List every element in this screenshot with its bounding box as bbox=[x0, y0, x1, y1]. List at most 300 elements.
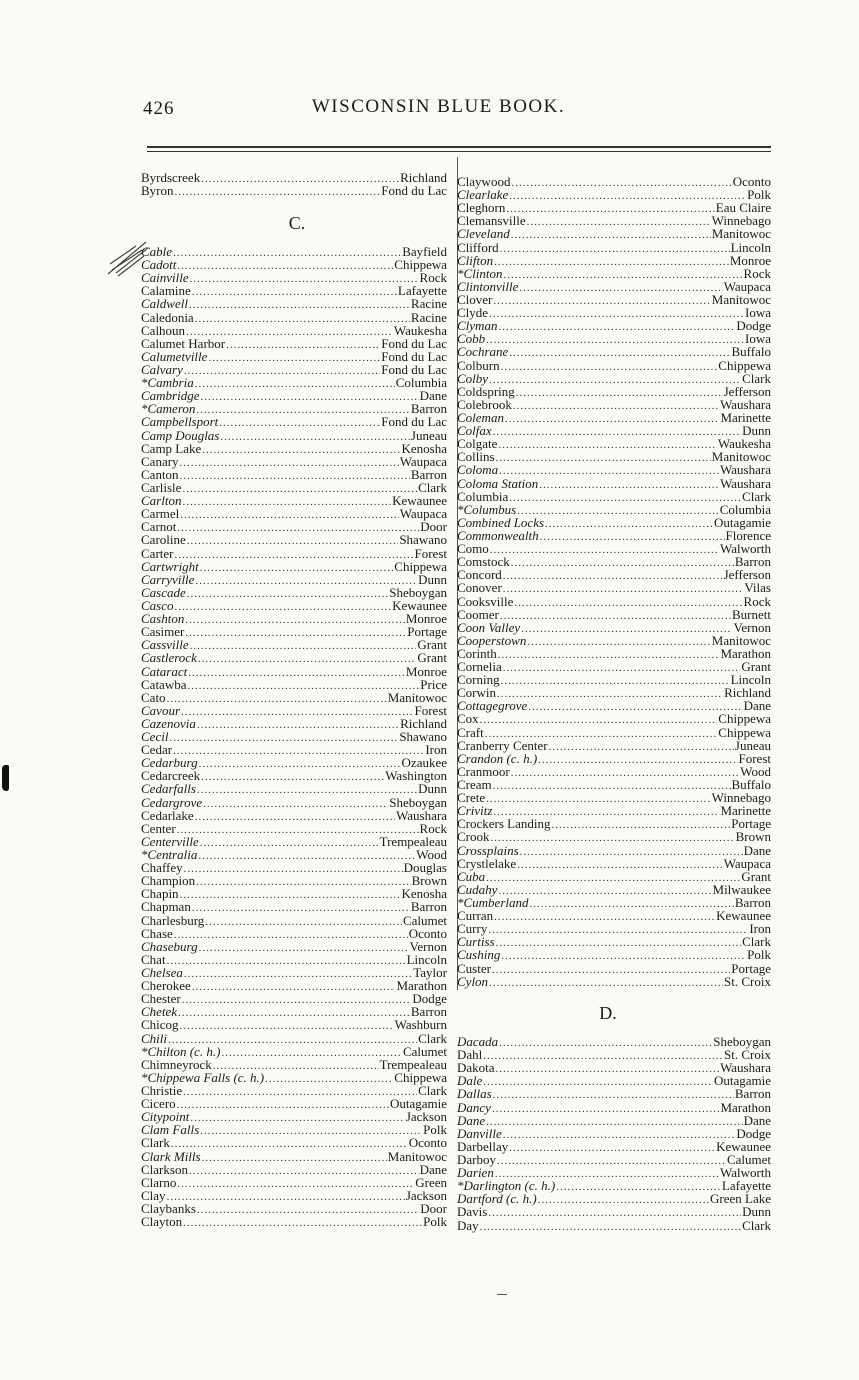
gazetteer-entry bbox=[457, 857, 771, 870]
gazetteer-entry bbox=[457, 660, 771, 673]
gazetteer-entry bbox=[457, 712, 771, 725]
dot-leader bbox=[167, 1191, 405, 1204]
place-name: Clyman bbox=[457, 318, 498, 334]
dot-leader bbox=[197, 784, 417, 797]
gazetteer-entry bbox=[141, 1032, 447, 1045]
place-name: Charlesburg bbox=[141, 912, 205, 928]
gazetteer-entry bbox=[457, 962, 771, 975]
dot-leader bbox=[492, 1103, 720, 1116]
gazetteer-entry bbox=[457, 293, 771, 306]
dot-leader bbox=[488, 924, 748, 937]
dot-leader bbox=[520, 846, 743, 859]
county-name: Washington bbox=[385, 768, 447, 784]
gazetteer-entry bbox=[457, 1074, 771, 1087]
county-name: Barron bbox=[410, 1004, 447, 1020]
county-name: Dodge bbox=[736, 1125, 771, 1141]
county-name: Manitowoc bbox=[711, 226, 771, 242]
place-name: Cataract bbox=[141, 663, 188, 679]
county-name: Sheboygan bbox=[713, 1034, 771, 1049]
county-name: Kewaunee bbox=[716, 1138, 771, 1154]
place-name: Champion bbox=[141, 873, 196, 889]
dot-leader bbox=[182, 496, 391, 509]
county-name: Kewaunee bbox=[392, 493, 447, 509]
place-name: Clayton bbox=[141, 1214, 183, 1230]
county-name: Marathon bbox=[396, 978, 447, 994]
dot-leader bbox=[205, 916, 402, 929]
dot-leader bbox=[174, 549, 413, 562]
dot-leader bbox=[180, 509, 398, 522]
county-name: Winnebago bbox=[711, 790, 771, 806]
gazetteer-entry bbox=[457, 1101, 771, 1114]
place-name: Columbia bbox=[457, 488, 509, 504]
gazetteer-entry bbox=[457, 359, 771, 372]
gazetteer-entry bbox=[457, 739, 771, 752]
county-name: Oconto bbox=[408, 1135, 447, 1151]
dot-leader bbox=[501, 950, 746, 963]
dot-leader bbox=[185, 614, 404, 627]
county-name: Barron bbox=[410, 401, 447, 417]
place-name: Clemansville bbox=[457, 213, 526, 229]
dot-leader bbox=[498, 885, 711, 898]
dot-leader bbox=[503, 570, 723, 583]
county-name: Milwaukee bbox=[712, 881, 771, 897]
county-name: Richland bbox=[400, 170, 447, 185]
dot-leader bbox=[190, 1112, 404, 1125]
county-name: Iron bbox=[425, 742, 447, 758]
dot-leader bbox=[192, 902, 410, 915]
gazetteer-entry bbox=[141, 1018, 447, 1031]
county-name: Dane bbox=[419, 1161, 447, 1177]
dot-leader bbox=[192, 981, 396, 994]
place-name: Commonwealth bbox=[457, 527, 539, 543]
gazetteer-entry bbox=[457, 385, 771, 398]
county-name: Waukesha bbox=[393, 322, 447, 338]
dot-leader bbox=[199, 942, 409, 955]
place-name: Cochrane bbox=[457, 344, 509, 360]
county-name: Clark bbox=[742, 370, 771, 386]
gazetteer-entry bbox=[141, 442, 447, 455]
gazetteer-entry bbox=[457, 844, 771, 857]
place-name: Chelsea bbox=[141, 965, 183, 981]
dot-leader bbox=[540, 531, 725, 544]
gazetteer-entry bbox=[141, 1071, 447, 1084]
gazetteer-entry bbox=[457, 516, 771, 529]
place-name: Cecil bbox=[141, 729, 169, 745]
gazetteer-entry bbox=[141, 324, 447, 337]
dot-leader bbox=[195, 313, 410, 326]
county-name: Dane bbox=[419, 388, 447, 404]
county-name: Eau Claire bbox=[715, 200, 771, 216]
place-name: Cedarburg bbox=[141, 755, 198, 771]
county-name: Forest bbox=[414, 545, 447, 561]
gazetteer-entry bbox=[457, 765, 771, 778]
county-name: Chippewa bbox=[394, 558, 447, 574]
gazetteer-entry bbox=[457, 568, 771, 581]
county-name: Polk bbox=[423, 1122, 447, 1138]
dot-leader bbox=[220, 431, 410, 444]
county-name: Dunn bbox=[742, 1204, 771, 1220]
place-name: Cashton bbox=[141, 611, 185, 627]
gazetteer-entry bbox=[141, 311, 447, 324]
county-name: Burnett bbox=[732, 606, 771, 622]
dot-leader bbox=[496, 937, 742, 950]
county-name: Trempealeau bbox=[379, 833, 447, 849]
place-name: *Columbus bbox=[457, 501, 517, 517]
dot-leader bbox=[538, 1194, 709, 1207]
dot-leader bbox=[500, 243, 730, 256]
dot-leader bbox=[190, 273, 419, 286]
county-name: Kewaunee bbox=[716, 908, 771, 924]
county-name: Outagamie bbox=[389, 1096, 447, 1112]
section-heading-c: C. bbox=[288, 213, 306, 233]
county-name: Waushara bbox=[396, 807, 447, 823]
place-name: Conover bbox=[457, 580, 502, 596]
gazetteer-entry bbox=[457, 1219, 771, 1232]
place-name: Coon Valley bbox=[457, 619, 521, 635]
running-title: WISCONSIN BLUE BOOK. bbox=[311, 96, 566, 117]
dot-leader bbox=[505, 413, 720, 426]
county-name: Walworth bbox=[720, 1165, 771, 1181]
county-name: Jefferson bbox=[723, 567, 771, 583]
place-name: *Clinton bbox=[457, 265, 503, 281]
county-name: Wood bbox=[740, 763, 771, 779]
dot-leader bbox=[517, 505, 718, 518]
place-name: Carmel bbox=[141, 506, 180, 522]
gazetteer-entry bbox=[141, 560, 447, 573]
county-name: Dunn bbox=[418, 571, 447, 587]
place-name: Chaffey bbox=[141, 860, 183, 876]
place-name: Cherokee bbox=[141, 978, 191, 994]
place-name: Crystlelake bbox=[457, 855, 517, 871]
dot-leader bbox=[182, 994, 412, 1007]
gazetteer-entry bbox=[141, 1123, 447, 1136]
dot-leader bbox=[516, 387, 723, 400]
dot-leader bbox=[511, 177, 731, 190]
dot-leader bbox=[180, 889, 401, 902]
county-name: Columbia bbox=[395, 375, 447, 391]
place-name: Centerville bbox=[141, 833, 199, 849]
gazetteer-entry bbox=[141, 586, 447, 599]
county-name: Marathon bbox=[720, 1099, 771, 1115]
dot-leader bbox=[190, 640, 417, 653]
gazetteer-entry bbox=[141, 953, 447, 966]
county-name: Polk bbox=[423, 1214, 447, 1230]
dot-leader bbox=[527, 216, 711, 229]
dot-leader bbox=[202, 1152, 387, 1165]
place-name: Comstock bbox=[457, 554, 510, 570]
dot-leader bbox=[514, 597, 742, 610]
right-column-d-entries bbox=[457, 1035, 771, 1232]
county-name: Vernon bbox=[733, 619, 771, 635]
dot-leader bbox=[187, 680, 419, 693]
place-name: Cato bbox=[141, 689, 166, 705]
place-name: Cicero bbox=[141, 1096, 176, 1112]
dot-leader bbox=[177, 522, 419, 535]
dot-leader bbox=[167, 693, 387, 706]
place-name: Concord bbox=[457, 567, 502, 583]
header-rule-top bbox=[147, 146, 771, 148]
county-name: Calumet bbox=[402, 912, 447, 928]
place-name: Cooperstown bbox=[457, 632, 527, 648]
ink-scratch-mark bbox=[106, 240, 150, 278]
dot-leader bbox=[183, 1086, 417, 1099]
county-name: Monroe bbox=[405, 611, 447, 627]
gazetteer-entry bbox=[141, 337, 447, 350]
place-name: Coldspring bbox=[457, 383, 515, 399]
place-name: Cazenovia bbox=[141, 715, 196, 731]
county-name: Waushara bbox=[720, 475, 771, 491]
county-name: Jackson bbox=[405, 1187, 447, 1203]
place-name: Clark Mills bbox=[141, 1148, 201, 1164]
place-name: Cascade bbox=[141, 584, 186, 600]
ink-blot-mark bbox=[2, 765, 9, 791]
gazetteer-entry bbox=[141, 573, 447, 586]
gazetteer-entry bbox=[457, 975, 771, 988]
dot-leader bbox=[177, 1099, 389, 1112]
county-name: Waushara bbox=[720, 1060, 771, 1076]
county-name: Waupaca bbox=[723, 278, 771, 294]
county-name: Kenosha bbox=[401, 886, 447, 902]
county-name: Door bbox=[420, 519, 447, 535]
dot-leader bbox=[480, 1221, 741, 1234]
county-name: Dane bbox=[743, 1112, 771, 1128]
place-name: Clay bbox=[141, 1187, 166, 1203]
gazetteer-entry bbox=[457, 1114, 771, 1127]
place-name: Dahl bbox=[457, 1047, 483, 1063]
dot-leader bbox=[201, 391, 419, 404]
place-name: Christie bbox=[141, 1083, 183, 1098]
dot-leader bbox=[503, 583, 744, 596]
county-name: Chippewa bbox=[394, 257, 447, 273]
dot-leader bbox=[493, 426, 741, 439]
place-name: Cavour bbox=[141, 702, 180, 718]
gazetteer-entry bbox=[141, 415, 447, 428]
place-name: Clintonville bbox=[457, 278, 519, 294]
county-name: Waupaca bbox=[399, 453, 447, 469]
county-name: Barron bbox=[734, 1086, 771, 1102]
county-name: Polk bbox=[747, 947, 771, 963]
dot-leader bbox=[178, 1007, 410, 1020]
county-name: Rock bbox=[743, 265, 771, 281]
gazetteer-entry bbox=[141, 796, 447, 809]
county-name: Shawano bbox=[399, 532, 447, 548]
county-name: Dunn bbox=[418, 781, 447, 797]
county-name: Douglas bbox=[403, 860, 447, 876]
gazetteer-entry bbox=[457, 477, 771, 490]
gazetteer-entry bbox=[457, 726, 771, 739]
dot-leader bbox=[486, 872, 740, 885]
dot-leader bbox=[486, 334, 744, 347]
dot-leader bbox=[177, 1178, 414, 1191]
dot-leader bbox=[498, 321, 735, 334]
dot-leader bbox=[509, 190, 746, 203]
dot-leader bbox=[519, 282, 722, 295]
dot-leader bbox=[521, 623, 732, 636]
county-name: Rock bbox=[419, 820, 447, 836]
gazetteer-entry bbox=[141, 455, 447, 468]
county-name: Chippewa bbox=[718, 724, 771, 740]
place-name: Canary bbox=[141, 453, 179, 469]
place-name: Combined Locks bbox=[457, 514, 545, 530]
county-name: Florence bbox=[725, 527, 771, 543]
county-name: Manitowoc bbox=[711, 449, 771, 465]
gazetteer-entry bbox=[141, 1150, 447, 1163]
dot-leader bbox=[528, 701, 742, 714]
gazetteer-entry bbox=[141, 940, 447, 953]
dot-leader bbox=[509, 1142, 715, 1155]
county-name: Iowa bbox=[745, 305, 771, 321]
place-name: Citypoint bbox=[141, 1109, 190, 1125]
gazetteer-entry bbox=[457, 870, 771, 883]
place-name: Chicog bbox=[141, 1017, 179, 1033]
county-name: Manitowoc bbox=[711, 291, 771, 307]
dot-leader bbox=[483, 1050, 723, 1063]
gazetteer-entry bbox=[457, 503, 771, 516]
place-name: Cylon bbox=[457, 973, 489, 989]
place-name: Caroline bbox=[141, 532, 186, 548]
place-name: Chase bbox=[141, 925, 173, 941]
dot-leader bbox=[497, 1155, 726, 1168]
place-name: Colby bbox=[457, 370, 489, 386]
place-name: Camp Lake bbox=[141, 440, 202, 456]
dot-leader bbox=[490, 544, 719, 557]
dot-leader bbox=[497, 688, 723, 701]
dot-leader bbox=[509, 492, 741, 505]
dot-leader bbox=[189, 299, 410, 312]
gazetteer-entry bbox=[141, 848, 447, 861]
dot-leader bbox=[197, 1204, 419, 1217]
county-name: Outagamie bbox=[713, 514, 771, 530]
dot-leader bbox=[187, 535, 399, 548]
place-name: Casco bbox=[141, 597, 174, 613]
place-name: Cushing bbox=[457, 947, 501, 963]
county-name: Barron bbox=[410, 899, 447, 915]
dot-leader bbox=[183, 1217, 422, 1230]
dot-leader bbox=[538, 754, 737, 767]
place-name: Dancy bbox=[457, 1099, 491, 1115]
place-name: Corning bbox=[457, 672, 500, 688]
dot-leader bbox=[556, 1181, 721, 1194]
gazetteer-entry bbox=[141, 297, 447, 310]
place-name: Como bbox=[457, 541, 489, 557]
county-name: Manitowoc bbox=[387, 1148, 447, 1164]
place-name: Cranberry Center bbox=[457, 737, 548, 753]
gazetteer-entry bbox=[141, 678, 447, 691]
gazetteer-entry bbox=[457, 1140, 771, 1153]
gazetteer-entry bbox=[457, 817, 771, 830]
county-name: Dodge bbox=[412, 991, 447, 1007]
place-name: Coloma bbox=[457, 462, 499, 478]
county-name: Manitowoc bbox=[711, 632, 771, 648]
county-name: Fond du Lac bbox=[381, 361, 447, 377]
dot-leader bbox=[189, 1165, 419, 1178]
gazetteer-entry bbox=[457, 752, 771, 765]
place-name: Catawba bbox=[141, 676, 187, 692]
dot-leader bbox=[498, 649, 720, 662]
county-name: Iron bbox=[749, 921, 771, 937]
dot-leader bbox=[187, 588, 388, 601]
county-name: Fond du Lac bbox=[381, 348, 447, 364]
place-name: Chester bbox=[141, 991, 181, 1007]
gazetteer-entry bbox=[457, 948, 771, 961]
dot-leader bbox=[489, 977, 723, 990]
place-name: *Cameron bbox=[141, 401, 196, 417]
dot-leader bbox=[489, 308, 744, 321]
county-name: Calumet bbox=[726, 1151, 771, 1167]
place-name: Cartwright bbox=[141, 558, 199, 574]
page-number: 426 bbox=[143, 98, 175, 119]
gazetteer-entry bbox=[141, 651, 447, 664]
dot-leader bbox=[219, 417, 380, 430]
dot-leader bbox=[196, 404, 409, 417]
county-name: St. Croix bbox=[724, 1047, 771, 1063]
place-name: Clifford bbox=[457, 239, 499, 255]
gazetteer-entry bbox=[457, 319, 771, 332]
county-name: Juneau bbox=[410, 427, 447, 443]
place-name: Crivitz bbox=[457, 803, 493, 819]
gazetteer-entry bbox=[457, 267, 771, 280]
dot-leader bbox=[489, 374, 741, 387]
place-name: Claywood bbox=[457, 174, 511, 189]
place-name: Chetek bbox=[141, 1004, 178, 1020]
gazetteer-entry bbox=[141, 547, 447, 560]
county-name: Rock bbox=[419, 270, 447, 286]
county-name: Richland bbox=[724, 685, 771, 701]
gazetteer-entry bbox=[141, 1202, 447, 1215]
county-name: Waushara bbox=[720, 396, 771, 412]
county-name: Grant bbox=[417, 650, 447, 666]
place-name: Clifton bbox=[457, 252, 494, 268]
gazetteer-entry bbox=[141, 900, 447, 913]
county-name: Grant bbox=[417, 637, 447, 653]
gazetteer-entry bbox=[457, 608, 771, 621]
county-name: Dodge bbox=[736, 318, 771, 334]
place-name: Danville bbox=[457, 1125, 502, 1141]
county-name: Waupaca bbox=[399, 506, 447, 522]
place-name: Carryville bbox=[141, 571, 195, 587]
place-name: Darien bbox=[457, 1165, 494, 1181]
dot-leader bbox=[503, 662, 741, 675]
county-name: Racine bbox=[410, 296, 447, 312]
county-name: Sheboygan bbox=[389, 584, 447, 600]
place-name: Dane bbox=[457, 1112, 486, 1128]
county-name: St. Croix bbox=[724, 973, 771, 989]
county-name: Waushara bbox=[720, 462, 771, 478]
place-name: Chaseburg bbox=[141, 938, 198, 954]
county-name: Barron bbox=[734, 554, 771, 570]
place-name: Caledonia bbox=[141, 309, 194, 325]
place-name: Castlerock bbox=[141, 650, 197, 666]
place-name: Calvary bbox=[141, 361, 183, 377]
place-name: Cleveland bbox=[457, 226, 510, 242]
county-name: Vilas bbox=[744, 580, 771, 596]
dot-leader bbox=[504, 269, 743, 282]
place-name: Crockers Landing bbox=[457, 816, 551, 832]
gazetteer-entry bbox=[141, 507, 447, 520]
gazetteer-entry bbox=[141, 782, 447, 795]
place-name: Clam Falls bbox=[141, 1122, 200, 1138]
county-name: Price bbox=[420, 676, 447, 692]
place-name: Cuba bbox=[457, 868, 486, 884]
county-name: Portage bbox=[731, 816, 771, 832]
dot-leader bbox=[195, 811, 395, 824]
dot-leader bbox=[173, 247, 401, 260]
county-name: Chippewa bbox=[394, 1069, 447, 1085]
place-name: Byron bbox=[141, 183, 174, 199]
place-name: Darboy bbox=[457, 1151, 496, 1167]
place-name: Cadott bbox=[141, 257, 177, 273]
place-name: Cedarlake bbox=[141, 807, 194, 823]
